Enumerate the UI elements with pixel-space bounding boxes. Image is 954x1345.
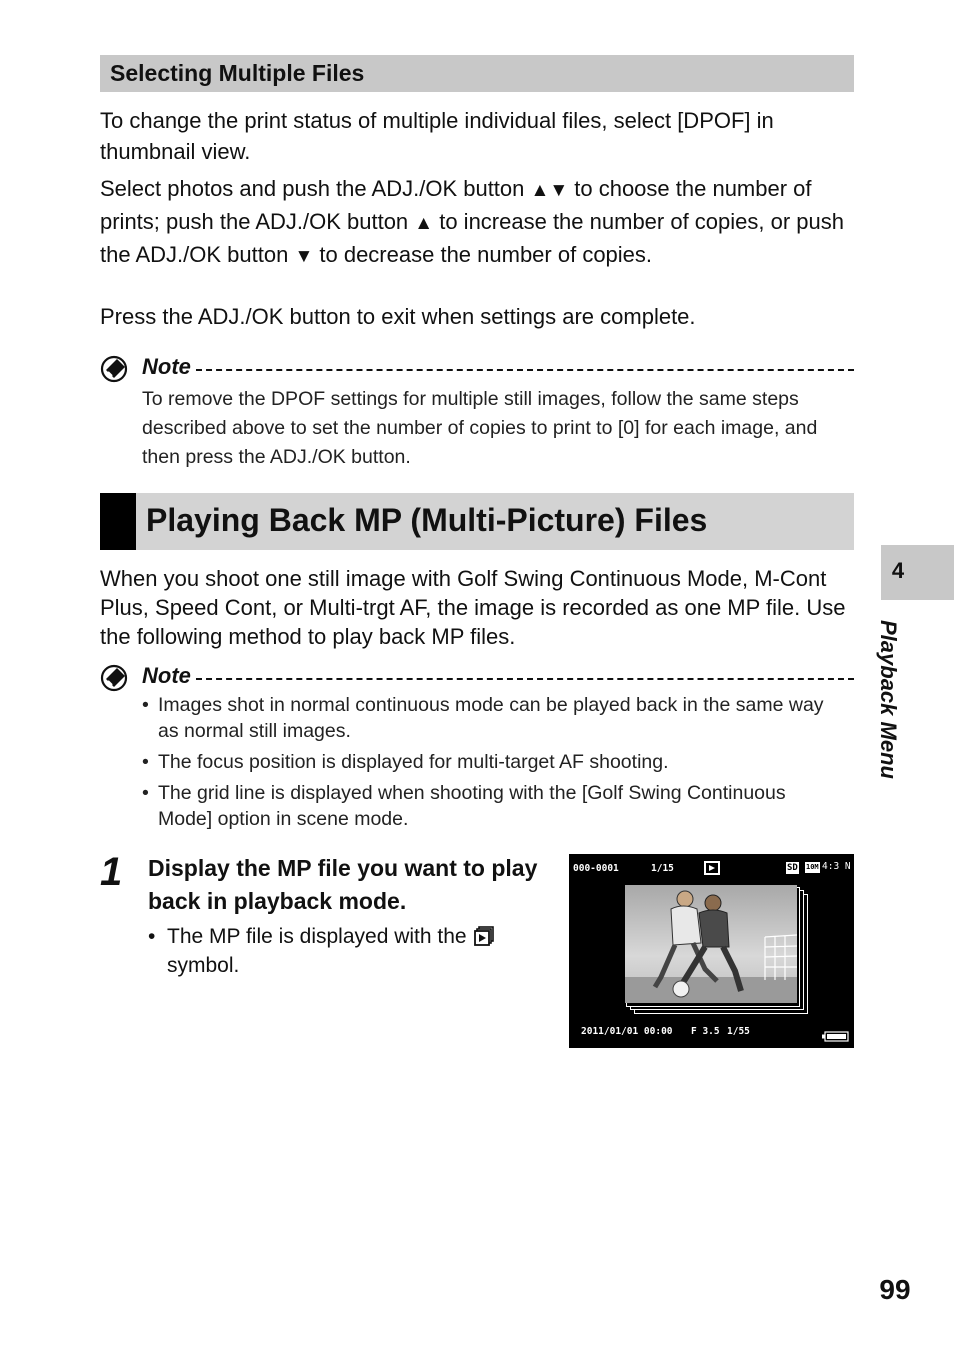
file-number: 000-0001 (573, 863, 619, 874)
frame-counter: 1/15 (651, 863, 674, 874)
heading-title: Playing Back MP (Multi-Picture) Files (146, 502, 708, 538)
paragraph-select-photos (100, 173, 854, 272)
paragraph-exit: Press the ADJ./OK button to exit when settings are complete. (100, 304, 696, 329)
sd-card-icon: SD (787, 863, 798, 873)
camera-screen (569, 854, 854, 1048)
chapter-label: Playback Menu (876, 620, 901, 779)
paragraph-dpof: To change the print status of multiple individual files, select [DPOF] in thumbnail view. (100, 108, 774, 164)
step-bullet: • The MP file is displayed with the symbol. (148, 922, 538, 980)
step-bullet-text-2: symbol. (167, 954, 240, 977)
playback-mp-icon (703, 860, 721, 876)
select-text-3: to increase the number of copies, or push the ADJ./OK button (100, 209, 845, 267)
select-text-4: to decrease the number of copies. (313, 242, 653, 267)
aspect-quality: 4:3 N (822, 861, 851, 872)
select-text-2: to choose the number of prints; push the ADJ./OK button (100, 176, 812, 234)
note-icon (100, 663, 130, 698)
date-time: 2011/01/01 00:00 (581, 1026, 673, 1037)
note-divider (196, 369, 854, 371)
page-number: 99 (879, 1274, 911, 1305)
section-title: Selecting Multiple Files (110, 60, 365, 86)
soccer-photo (625, 885, 797, 1003)
down-arrow-icon: ▼ (294, 246, 314, 267)
step-text: Display the MP file you want to play back in playback mode. (148, 855, 538, 914)
chapter-number: 4 (891, 558, 905, 583)
step-bullet-text-1: The MP file is displayed with the (167, 925, 473, 948)
note-label: Note (142, 354, 191, 379)
note-icon (100, 354, 130, 389)
note-text: To remove the DPOF settings for multiple still images, follow the same steps described above to set the number of copies to print to [0] for each image, and then press the ADJ./OK button. (142, 388, 818, 468)
step-number: 1 (100, 850, 123, 894)
up-arrow-icon: ▲ (414, 213, 434, 234)
paragraph-intro: When you shoot one still image with Golf Swing Continuous Mode, M-Cont Plus, Speed Cont, or Multi-trgt AF, the image is recorded as one MP file. Use the following method to play back MP files. (100, 566, 846, 649)
note-bullet-list (142, 692, 842, 837)
shutter-speed: 1/55 (727, 1026, 750, 1037)
list-item: • The grid line is displayed when shooting with the [Golf Swing Continuous Mode] option in scene mode. (142, 782, 786, 830)
battery-icon (822, 1031, 849, 1042)
list-item: • Images shot in normal continuous mode can be played back in the same way as normal still images. (142, 694, 824, 742)
note-divider (196, 678, 854, 680)
list-item: • The focus position is displayed for multi-target AF shooting. (142, 751, 669, 773)
heading-marker (100, 493, 136, 550)
up-down-arrow-icon: ▲▼ (530, 180, 569, 201)
select-text-1: Select photos and push the ADJ./OK button (100, 176, 531, 201)
image-size-badge: 10M (806, 863, 819, 871)
mp-file-icon (474, 926, 494, 946)
aperture: F 3.5 (691, 1026, 720, 1037)
note-label: Note (142, 663, 191, 688)
